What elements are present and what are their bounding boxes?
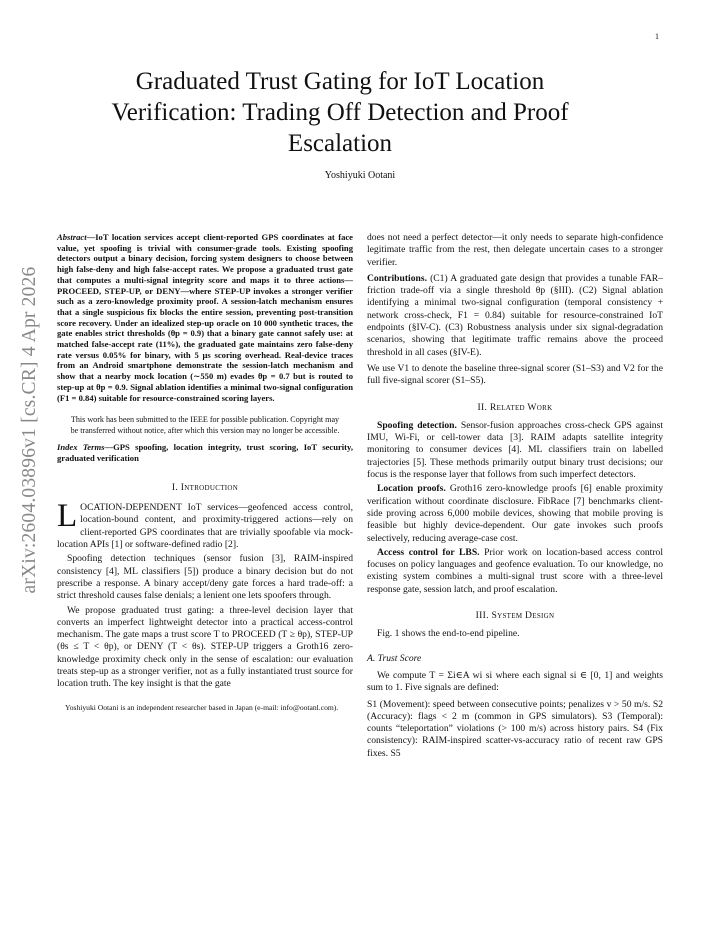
spoofing-detection-paragraph: [367, 420, 663, 481]
contributions-label: Contributions.: [367, 272, 427, 284]
subsection-trust-score-heading: A. Trust Score: [367, 652, 422, 664]
page-number: 1: [655, 32, 659, 41]
location-proofs-label: Location proofs.: [377, 483, 446, 495]
intro-continued: does not need a perfect detector—it only needs to separate high-confidence legitimate traffic from the rest, then delegate uncertain cases to a stronger verifier.: [367, 232, 663, 268]
abstract-text: —IoT location services accept client-reported GPS coordinates at face value, yet spoofing is trivial with consumer-grade tools. Existing spoofing detectors output a binary decision, forcing system designers to choose between high false-deny and high false-accept rates. We propose a graduated trust gate that computes a multi-signal integrity score and maps it to three actions—PROCEED, STEP-UP, or DENY—where STEP-UP invokes a stronger verifier such as a zero-knowledge proximity proof. A session-latch mechanism ensures that a single suspicious fix blocks the entire session, preventing post-transition score recovery. Under an idealized step-up oracle on 10 000 synthetic traces, the gate enables strict thresholds (θp = 0.9) that a binary gate cannot safely use: at matched false-accept rate (11%), the graduated gate maintains zero false-deny rate versus 0.05% for binary, with 5 μs scoring overhead. Real-device traces from an Android smartphone demonstrate the session-latch mechanism and show that a nearby mock location (∼550 m) evades θp = 0.7 but is routed to step-up at θp = 0.9. Signal ablation identifies a minimal two-signal configuration (F1 = 0.84) suitable for resource-constrained scoring layers.: [57, 232, 353, 403]
trust-score-paragraph: We compute T = Σi∈A wi si where each signal si ∈ [0, 1] and weights sum to 1. Five signals are defined:: [367, 669, 663, 694]
location-proofs-text: Groth16 zero-knowledge proofs [6] enable proximity verification without coordinate disclosure. FibRace [7] benchmarks client-side proving across 6,000 mobile devices, showing that mobile proving is feasible but highly device-dependent. Our gate invokes such proofs selectively, reducing average-case cost.: [367, 483, 664, 544]
intro-paragraph-3: We propose graduated trust gating: a three-level decision layer that converts an imperfect lightweight detector into a practical access-control mechanism. The gate maps a trust score T to PROCEED (T ≥ θp), STEP-UP (θs ≤ T < θp), or DENY (T < θs). STEP-UP triggers a Groth16 zero-knowledge proximity check only in the sense of escalation: our evaluation treats step-up as a stronger verifier, not as a fully instantiated trust source for location truth. The key insight is that the gate: [57, 604, 353, 690]
pipeline-sentence: Fig. 1 shows the end-to-end pipeline.: [377, 628, 520, 640]
author: Yoshiyuki Ootani: [324, 170, 396, 181]
section-related-work-heading: II. Related Work: [477, 401, 553, 413]
intro-paragraph-1: [57, 498, 353, 551]
left-column: [57, 232, 353, 712]
signals-paragraph: S1 (Movement): speed between consecutive points; penalizes v > 50 m/s. S2 (Accuracy): flags < 2 m (common in GPS simulators). S3 (Temporal): counts “teleportation” violations (> 100 m/s) across history pairs. S4 (Fix consistency): RAIM-inspired scatter-vs-accuracy ratio of recent raw GPS fixes. S5: [367, 698, 663, 759]
right-column: [367, 232, 663, 762]
spoofing-label: Spoofing detection.: [377, 419, 457, 431]
drop-cap: L: [57, 498, 78, 535]
arxiv-identifier: arXiv:2604.03896v1 [cs.CR] 4 Apr 2026: [19, 266, 40, 594]
spoofing-text: Sensor-fusion approaches cross-check GPS against IMU, Wi-Fi, or cell-tower data [3]. RAIM adapts satellite integrity monitoring to consumer devices [4]. ML classifiers train on labelled trajectories [5]. These methods primarily output binary trust decisions; our focus is the response layer that follows from such imperfect detectors.: [367, 419, 663, 481]
access-control-text: Prior work on location-based access control focuses on policy languages and geofence evaluation. To our knowledge, no existing system combines a multi-signal trust score with a three-level response gate, session latch, and proof escalation.: [367, 546, 663, 595]
version-note: We use V1 to denote the baseline three-signal scorer (S1–S3) and V2 for the full five-signal scorer (S1–S5).: [367, 362, 663, 387]
location-proofs-paragraph: [367, 483, 663, 544]
intro-paragraph-2: Spoofing detection techniques (sensor fusion [3], RAIM-inspired consistency [4], ML classifiers [5]) produce a binary decision but do not prescribe a response. A binary accept/deny gate forces a hard trade-off: a strict threshold causes false denials; a lenient one lets spoofers through.: [57, 553, 353, 602]
contributions-paragraph: [367, 273, 663, 359]
section-introduction-heading: I. Introduction: [171, 481, 239, 493]
ieee-notice: This work has been submitted to the IEEE for possible publication. Copyright may be transferred without notice, after which this version may no longer be accessible.: [70, 415, 340, 435]
paper-title: Graduated Trust Gating for IoT Location Verification: Trading Off Detection and Proof Escalation: [111, 68, 569, 157]
abstract: [57, 232, 353, 403]
author-footnote: Yoshiyuki Ootani is an independent researcher based in Japan (e-mail: info@ootanl.com).: [65, 702, 339, 712]
abstract-label: Abstract: [57, 232, 87, 242]
intro-p1-text: OCATION-DEPENDENT IoT services—geofenced access control, location-bound content, and proximity-triggered actions—rely on client-reported GPS coordinates that are trivially spoofable via mock-location APIs [1] or software-defined radio [2].: [57, 502, 353, 551]
contributions-text: (C1) A graduated gate design that provides a tunable FAR–friction trade-off via a single threshold θp (§III). (C2) Signal ablation identifying a minimal two-signal configuration (temporal consistency + network cross-check, F1 = 0.84) suitable for resource-constrained IoT endpoints (§IV-C). (C3) Robustness analysis under six signal-degradation scenarios, showing that legitimate traffic remains above the proceed threshold in all cases (§IV-E).: [367, 272, 663, 358]
index-terms-label: Index Terms: [57, 442, 105, 453]
section-system-design-heading: III. System Design: [475, 610, 555, 622]
index-terms-text: —GPS spoofing, location integrity, trust scoring, IoT security, graduated verification: [57, 442, 354, 464]
index-terms: [57, 442, 353, 463]
arxiv-side-stamp: [8, 150, 52, 710]
access-control-label: Access control for LBS.: [377, 546, 480, 558]
access-control-paragraph: [367, 547, 663, 596]
